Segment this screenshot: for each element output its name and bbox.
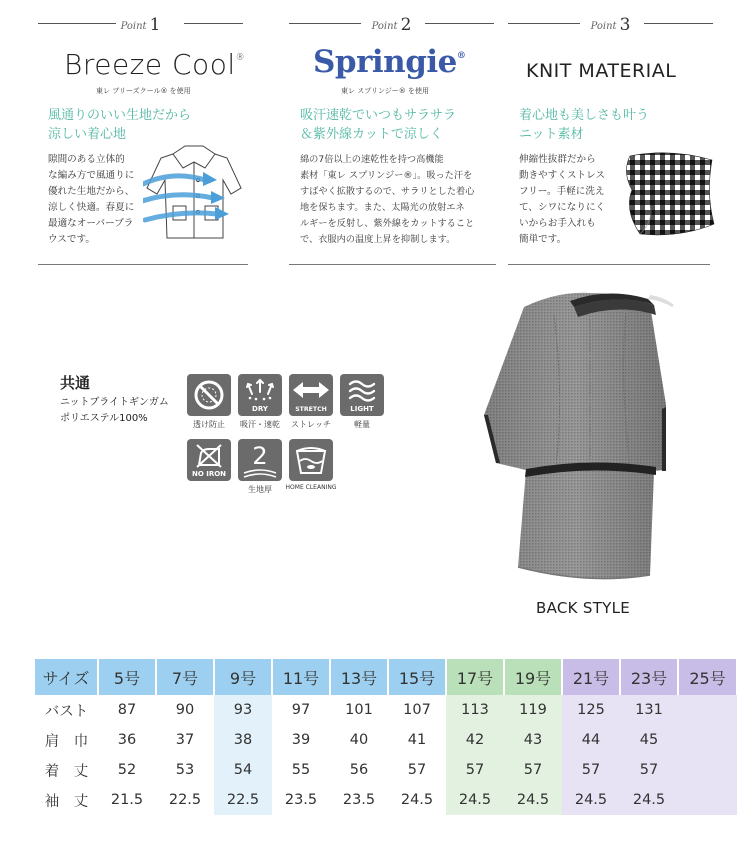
size-cell: 13号 [330,659,388,695]
table-cell: 55 [272,755,330,785]
table-cell: 87 [98,695,156,725]
thickness-level: 2 [252,442,268,470]
no-see-through-icon [187,374,231,416]
feature-stretch: STRETCH ストレッチ [289,374,333,430]
table-cell: 23.5 [330,785,388,815]
table-cell: 57 [388,755,446,785]
point-word: Point [371,21,398,32]
row-label: バスト [35,695,98,725]
size-cell: 7号 [156,659,214,695]
table-row [35,725,737,755]
no-iron-badge-text: NO IRON [191,470,227,478]
size-cell: 15号 [388,659,446,695]
size-cell: 17号 [446,659,504,695]
table-cell: 107 [388,695,446,725]
point-word: Point [590,21,617,32]
size-cell: 21号 [562,659,620,695]
table-cell [678,785,737,815]
catch-copy: 風通りのいい生地だから 涼しい着心地 [48,108,192,142]
description: 伸縮性抜群だから 動きやすくストレス フリー。手軽に洗え て、シワになりにく いからお手入れも 簡単です。 [519,154,606,245]
table-cell: 56 [330,755,388,785]
common-title: 共通 [60,374,91,392]
table-cell: 53 [156,755,214,785]
table-cell: 57 [562,755,620,785]
row-label: 着 丈 [35,755,98,785]
size-table [35,659,738,815]
table-cell: 93 [214,695,272,725]
table-cell: 125 [562,695,620,725]
table-row [35,785,737,815]
table-cell: 41 [388,725,446,755]
table-cell: 24.5 [446,785,504,815]
size-cell: 19号 [504,659,562,695]
size-cell: 9号 [214,659,272,695]
knit-material-title: KNIT MATERIAL [526,60,677,82]
fabric-name: ニットブライトギンガム [60,397,169,408]
feature-fabric-thickness: 2 生地厚 [238,439,282,495]
point-3-heading [508,14,713,34]
table-row [35,695,737,725]
table-cell: 131 [620,695,678,725]
breeze-cool-logo: Breeze Cool® [64,48,246,81]
table-cell: 21.5 [98,785,156,815]
size-header-row [35,659,737,695]
back-style-caption: BACK STYLE [536,599,631,617]
table-cell: 54 [214,755,272,785]
table-cell: 43 [504,725,562,755]
description: 隙間のある立体的 な編み方で風通りに 優れた生地だから、 涼しく快適。春夏に 最適なオーバーブラ ウスです。 [48,154,135,245]
feature-home-cleaning: HOME CLEANING [289,439,333,491]
table-cell: 42 [446,725,504,755]
table-cell: 37 [156,725,214,755]
divider [38,264,248,265]
size-cell: 11号 [272,659,330,695]
table-cell: 24.5 [504,785,562,815]
table-cell: 23.5 [272,785,330,815]
feature-no-iron [187,439,231,481]
table-cell: 57 [446,755,504,785]
table-cell: 57 [504,755,562,785]
row-label: 肩 巾 [35,725,98,755]
table-cell [678,695,737,725]
dry-badge-text: DRY [252,405,268,413]
point-number: 3 [619,15,631,35]
table-cell: 113 [446,695,504,725]
table-cell: 24.5 [562,785,620,815]
point-word: Point [120,21,147,32]
brand-sub-label: 東レ ブリーズクール® を使用 [96,87,191,95]
point-1-heading [38,14,243,34]
feature-dry: DRY 吸汗・速乾 [238,374,282,430]
table-cell: 97 [272,695,330,725]
blouse-airflow-illustration [143,140,243,245]
table-cell: 52 [98,755,156,785]
table-cell: 44 [562,725,620,755]
springie-logo: Springie® [313,44,466,80]
size-header-label: サイズ [35,659,98,695]
table-cell: 39 [272,725,330,755]
jacket-back-illustration [478,285,688,585]
home-cleaning-icon [289,439,333,481]
table-cell: 22.5 [214,785,272,815]
catch-copy: 吸汗速乾でいつもサラサラ ＆紫外線カットで涼しく [300,108,457,142]
table-cell: 45 [620,725,678,755]
fabric-composition: ポリエステル100% [60,413,148,424]
table-cell: 24.5 [388,785,446,815]
point-number: 2 [400,15,412,35]
row-label: 袖 丈 [35,785,98,815]
description: 綿の7倍以上の速乾性を持つ高機能 素材「東レ スプリンジー®」。吸った汗を すばやく拡散するので、サラリとした着心 地を保ちます。また、太陽光の放射エネ ルギーを反射し、紫外線をカットすること で、衣服内の温度上昇を抑制します。 [300,154,475,245]
table-cell: 101 [330,695,388,725]
table-cell: 24.5 [620,785,678,815]
feature-light: LIGHT 軽量 [340,374,384,430]
feature-no-see-through: 透け防止 [187,374,231,430]
size-cell: 5号 [98,659,156,695]
table-cell: 90 [156,695,214,725]
light-badge-text: LIGHT [350,405,374,413]
point-2-heading [289,14,494,34]
brand-sub-label: 東レ スプリンジー® を使用 [341,87,429,95]
table-cell: 40 [330,725,388,755]
table-cell: 57 [620,755,678,785]
table-cell [678,725,737,755]
divider [289,264,496,265]
divider [508,264,710,265]
table-cell: 36 [98,725,156,755]
table-cell [678,755,737,785]
size-cell: 25号 [678,659,737,695]
table-cell: 38 [214,725,272,755]
point-number: 1 [149,15,161,35]
stretch-badge-text: STRETCH [295,406,327,413]
gingham-fabric-swatch [620,150,716,240]
catch-copy: 着心地も美しさも叶う ニット素材 [519,108,650,142]
table-row [35,755,737,785]
table-cell: 119 [504,695,562,725]
table-cell: 22.5 [156,785,214,815]
size-cell: 23号 [620,659,678,695]
